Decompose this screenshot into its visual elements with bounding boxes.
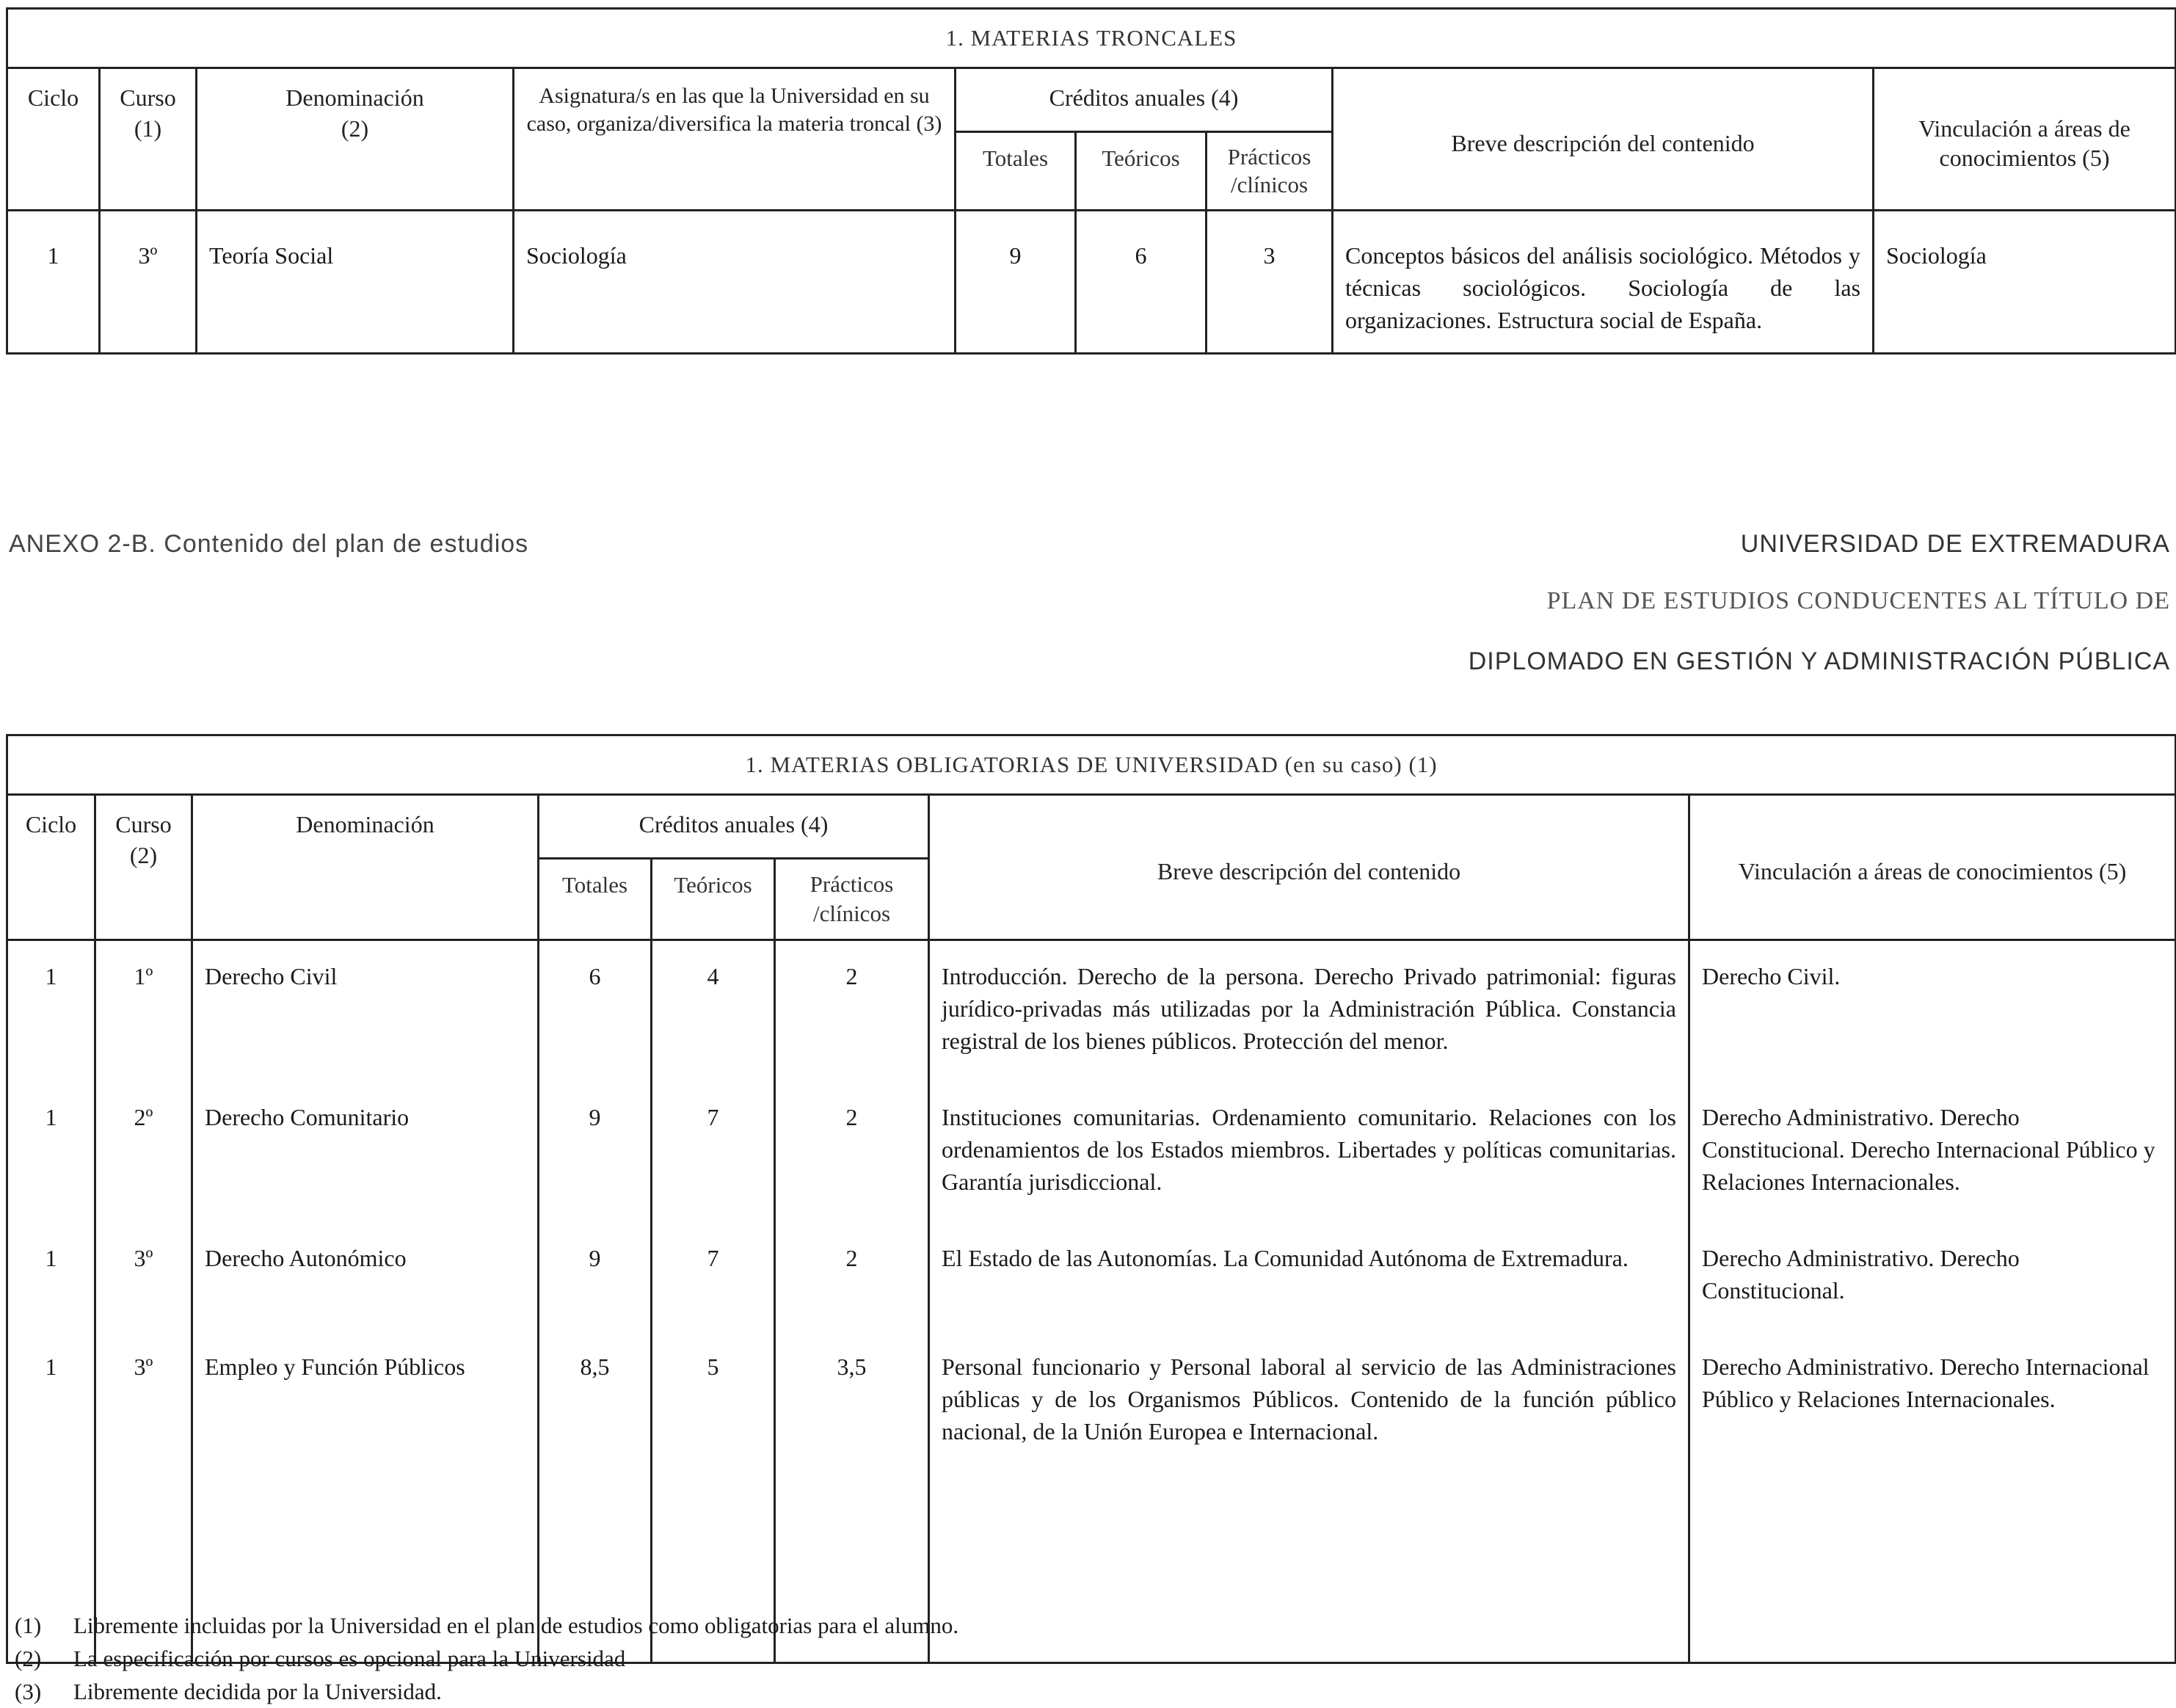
table-row xyxy=(7,1336,2176,1477)
cell-curso: 3º xyxy=(100,211,197,354)
header-totales: Totales xyxy=(539,859,652,940)
footnote: (1) Libremente incluidas por la Universidad en el plan de estudios como obligatorias para el alumno. xyxy=(15,1613,959,1638)
header-denominacion: Denominación xyxy=(192,795,539,940)
table-row xyxy=(7,211,2176,354)
cell-totales: 9 xyxy=(956,211,1076,354)
cell-descripcion: Personal funcionario y Personal laboral al servicio de las Administraciones públicas y de los Organismos Públicos. Contenido de la función público nacional, de la Unión Europea e Internacional. xyxy=(929,1336,1689,1477)
header-descripcion: Breve descripción del contenido xyxy=(1333,68,1874,211)
cell-curso: 3º xyxy=(95,1227,192,1336)
header-teoricos: Teóricos xyxy=(652,859,775,940)
cell-descripcion: Instituciones comunitarias. Ordenamiento comunitario. Relaciones con los ordenamientos de los Estados miembros. Libertades y políticas comunitarias. Garantía jurisdiccional. xyxy=(929,1086,1689,1227)
troncales-table xyxy=(6,7,2176,355)
troncales-title: 1. MATERIAS TRONCALES xyxy=(7,9,2176,68)
header-ciclo: Ciclo xyxy=(7,68,100,211)
cell-asignatura: Sociología xyxy=(514,211,956,354)
cell-denominacion: Teoría Social xyxy=(197,211,514,354)
header-vinculacion: Vinculación a áreas de conocimientos (5) xyxy=(1689,795,2176,940)
header-ciclo: Ciclo xyxy=(7,795,95,940)
header-denominacion: Denominación (2) xyxy=(197,68,514,211)
cell-vinculacion: Derecho Administrativo. Derecho Constitucional. Derecho Internacional Público y Relaciones Internacionales. xyxy=(1689,1086,2176,1227)
cell-vinculacion: Derecho Administrativo. Derecho Constitucional. xyxy=(1689,1227,2176,1336)
header-vinculacion: Vinculación a áreas de conocimientos (5) xyxy=(1874,68,2176,211)
cell-vinculacion: Derecho Civil. xyxy=(1689,940,2176,1087)
header-totales: Totales xyxy=(956,132,1076,211)
cell-denominacion: Derecho Civil xyxy=(192,940,539,1087)
obligatorias-table xyxy=(6,734,2176,1664)
table-row xyxy=(7,1086,2176,1227)
header-curso: Curso (2) xyxy=(95,795,192,940)
cell-teoricos: 4 xyxy=(652,940,775,1087)
cell-practicos: 2 xyxy=(775,940,929,1087)
header-teoricos: Teóricos xyxy=(1076,132,1207,211)
cell-descripcion: Introducción. Derecho de la persona. Derecho Privado patrimonial: figuras jurídico-privadas más utilizadas por la Administración Pública. Constancia registral de los bienes públicos. Protección del menor. xyxy=(929,940,1689,1087)
footnote: (2) La especificación por cursos es opcional para la Universidad xyxy=(15,1646,626,1671)
header-practicos: Prácticos /clínicos xyxy=(775,859,929,940)
table-row xyxy=(7,1227,2176,1336)
cell-curso: 1º xyxy=(95,940,192,1087)
degree-title: DIPLOMADO EN GESTIÓN Y ADMINISTRACIÓN PÚBLICA xyxy=(1468,647,2170,675)
cell-vinculacion: Sociología xyxy=(1874,211,2176,354)
cell-teoricos: 7 xyxy=(652,1086,775,1227)
cell-practicos: 2 xyxy=(775,1227,929,1336)
cell-totales: 6 xyxy=(539,940,652,1087)
cell-practicos: 3,5 xyxy=(775,1336,929,1477)
header-asignaturas: Asignatura/s en las que la Universidad en su caso, organiza/diversifica la materia troncal (3) xyxy=(514,68,956,211)
cell-totales: 9 xyxy=(539,1227,652,1336)
empty-cell xyxy=(929,1477,1689,1663)
cell-practicos: 3 xyxy=(1207,211,1333,354)
cell-teoricos: 7 xyxy=(652,1227,775,1336)
header-curso: Curso (1) xyxy=(100,68,197,211)
cell-denominacion: Empleo y Función Públicos xyxy=(192,1336,539,1477)
obligatorias-title: 1. MATERIAS OBLIGATORIAS DE UNIVERSIDAD (en su caso) (1) xyxy=(7,735,2176,795)
cell-ciclo: 1 xyxy=(7,1227,95,1336)
university-name: UNIVERSIDAD DE EXTREMADURA xyxy=(1740,530,2170,558)
cell-ciclo: 1 xyxy=(7,1086,95,1227)
header-creditos: Créditos anuales (4) xyxy=(956,68,1333,132)
footnotes xyxy=(15,1609,958,1708)
cell-practicos: 2 xyxy=(775,1086,929,1227)
cell-descripcion: Conceptos básicos del análisis sociológico. Métodos y técnicas sociológicos. Sociología de las organizaciones. Estructura social de España. xyxy=(1333,211,1874,354)
cell-descripcion: El Estado de las Autonomías. La Comunidad Autónoma de Extremadura. xyxy=(929,1227,1689,1336)
header-descripcion: Breve descripción del contenido xyxy=(929,795,1689,940)
empty-cell xyxy=(1689,1477,2176,1663)
cell-curso: 2º xyxy=(95,1086,192,1227)
plan-title: PLAN DE ESTUDIOS CONDUCENTES AL TÍTULO DE xyxy=(1546,587,2170,614)
cell-denominacion: Derecho Comunitario xyxy=(192,1086,539,1227)
cell-ciclo: 1 xyxy=(7,940,95,1087)
cell-teoricos: 5 xyxy=(652,1336,775,1477)
cell-totales: 9 xyxy=(539,1086,652,1227)
annex-label: ANEXO 2-B. Contenido del plan de estudios xyxy=(9,530,529,558)
cell-curso: 3º xyxy=(95,1336,192,1477)
footnote: (3) Libremente decidida por la Universidad. xyxy=(15,1679,442,1704)
cell-vinculacion: Derecho Administrativo. Derecho Internacional Público y Relaciones Internacionales. xyxy=(1689,1336,2176,1477)
cell-denominacion: Derecho Autonómico xyxy=(192,1227,539,1336)
cell-teoricos: 6 xyxy=(1076,211,1207,354)
cell-totales: 8,5 xyxy=(539,1336,652,1477)
cell-ciclo: 1 xyxy=(7,211,100,354)
header-creditos: Créditos anuales (4) xyxy=(539,795,929,859)
cell-ciclo: 1 xyxy=(7,1336,95,1477)
header-practicos: Prácticos /clínicos xyxy=(1207,132,1333,211)
table-row xyxy=(7,940,2176,1087)
